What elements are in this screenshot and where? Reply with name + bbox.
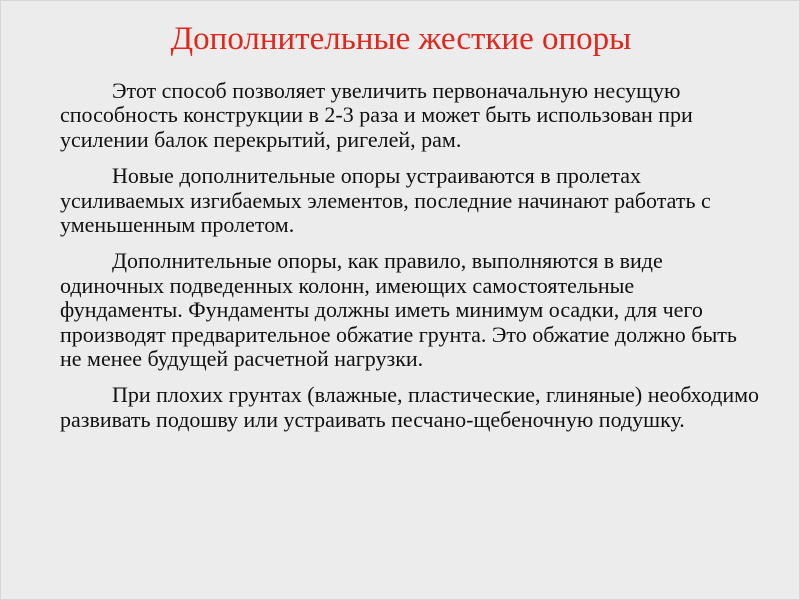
slide-body (60, 79, 760, 444)
paragraph-poor-soils: При плохих грунтах (влажные, пластические, глиняные) необходимо развивать подошву или устраивать песчано-щебеночную подушку. (60, 382, 760, 432)
slide-title: Дополнительные жесткие опоры (170, 21, 632, 57)
paragraph-columns-foundations: Дополнительные опоры, как правило, выполняются в виде одиночных подведенных колонн, имеющих самостоятельные фундаменты. Фундаменты должны иметь минимум осадки, для чего производят предварительное обжатие грунта. Это обжатие должно быть не менее будущей расчетной нагрузки. (60, 248, 737, 372)
paragraph-new-supports: Новые дополнительные опоры устраиваются в пролетах усиливаемых изгибаемых элементов, последние начинают работать с уменьшенным пролетом. (60, 163, 711, 238)
paragraph-method-capacity: Этот способ позволяет увеличить первоначальную несущую способность конструкции в 2-3 раза и может быть использован при усилении балок перекрытий, ригелей, рам. (60, 78, 693, 152)
